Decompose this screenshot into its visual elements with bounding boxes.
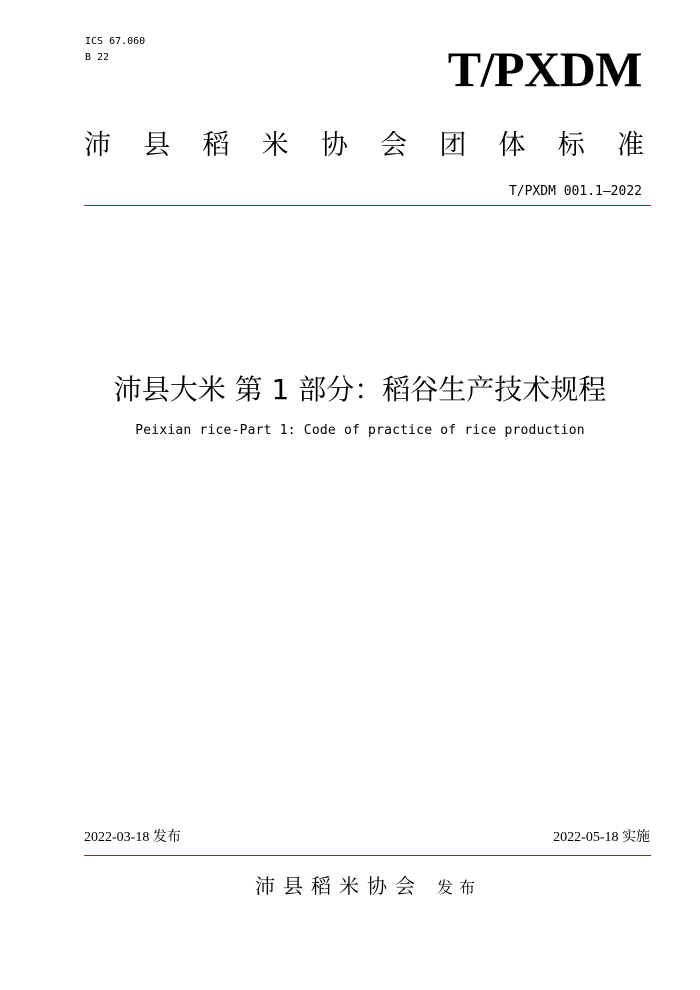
- standard-number: T/PXDM 001.1—2022: [508, 184, 642, 199]
- heading-char: 稻: [202, 130, 230, 161]
- heading-char: 团: [439, 130, 467, 161]
- heading-char: 县: [143, 130, 171, 161]
- heading-char: 沛: [84, 130, 111, 161]
- footer-divider: [84, 855, 651, 856]
- implementation-date: 2022-05-18 实施: [553, 830, 650, 845]
- publisher-label: 发布: [437, 878, 482, 897]
- document-title-cn: 沛县大米 第 1 部分：稻谷生产技术规程: [113, 373, 607, 406]
- document-title-en: Peixian rice-Part 1: Code of practice of rice production: [135, 423, 585, 438]
- heading-char: 会: [380, 130, 408, 161]
- standard-logo: T/PXDM: [447, 41, 642, 97]
- header-divider: [84, 205, 651, 206]
- heading-char: 协: [320, 130, 348, 161]
- publisher-line: [255, 872, 481, 900]
- issue-date: 2022-03-18 发布: [84, 830, 181, 845]
- ccs-code: B 22: [85, 52, 110, 63]
- publisher-organization: 沛县稻米协会: [255, 874, 423, 898]
- organization-standard-heading: [84, 128, 644, 164]
- heading-char: 体: [498, 130, 526, 161]
- heading-char: 米: [261, 130, 289, 161]
- heading-char: 准: [616, 130, 644, 161]
- ics-code: ICS 67.060: [85, 36, 146, 47]
- heading-char: 标: [557, 130, 585, 161]
